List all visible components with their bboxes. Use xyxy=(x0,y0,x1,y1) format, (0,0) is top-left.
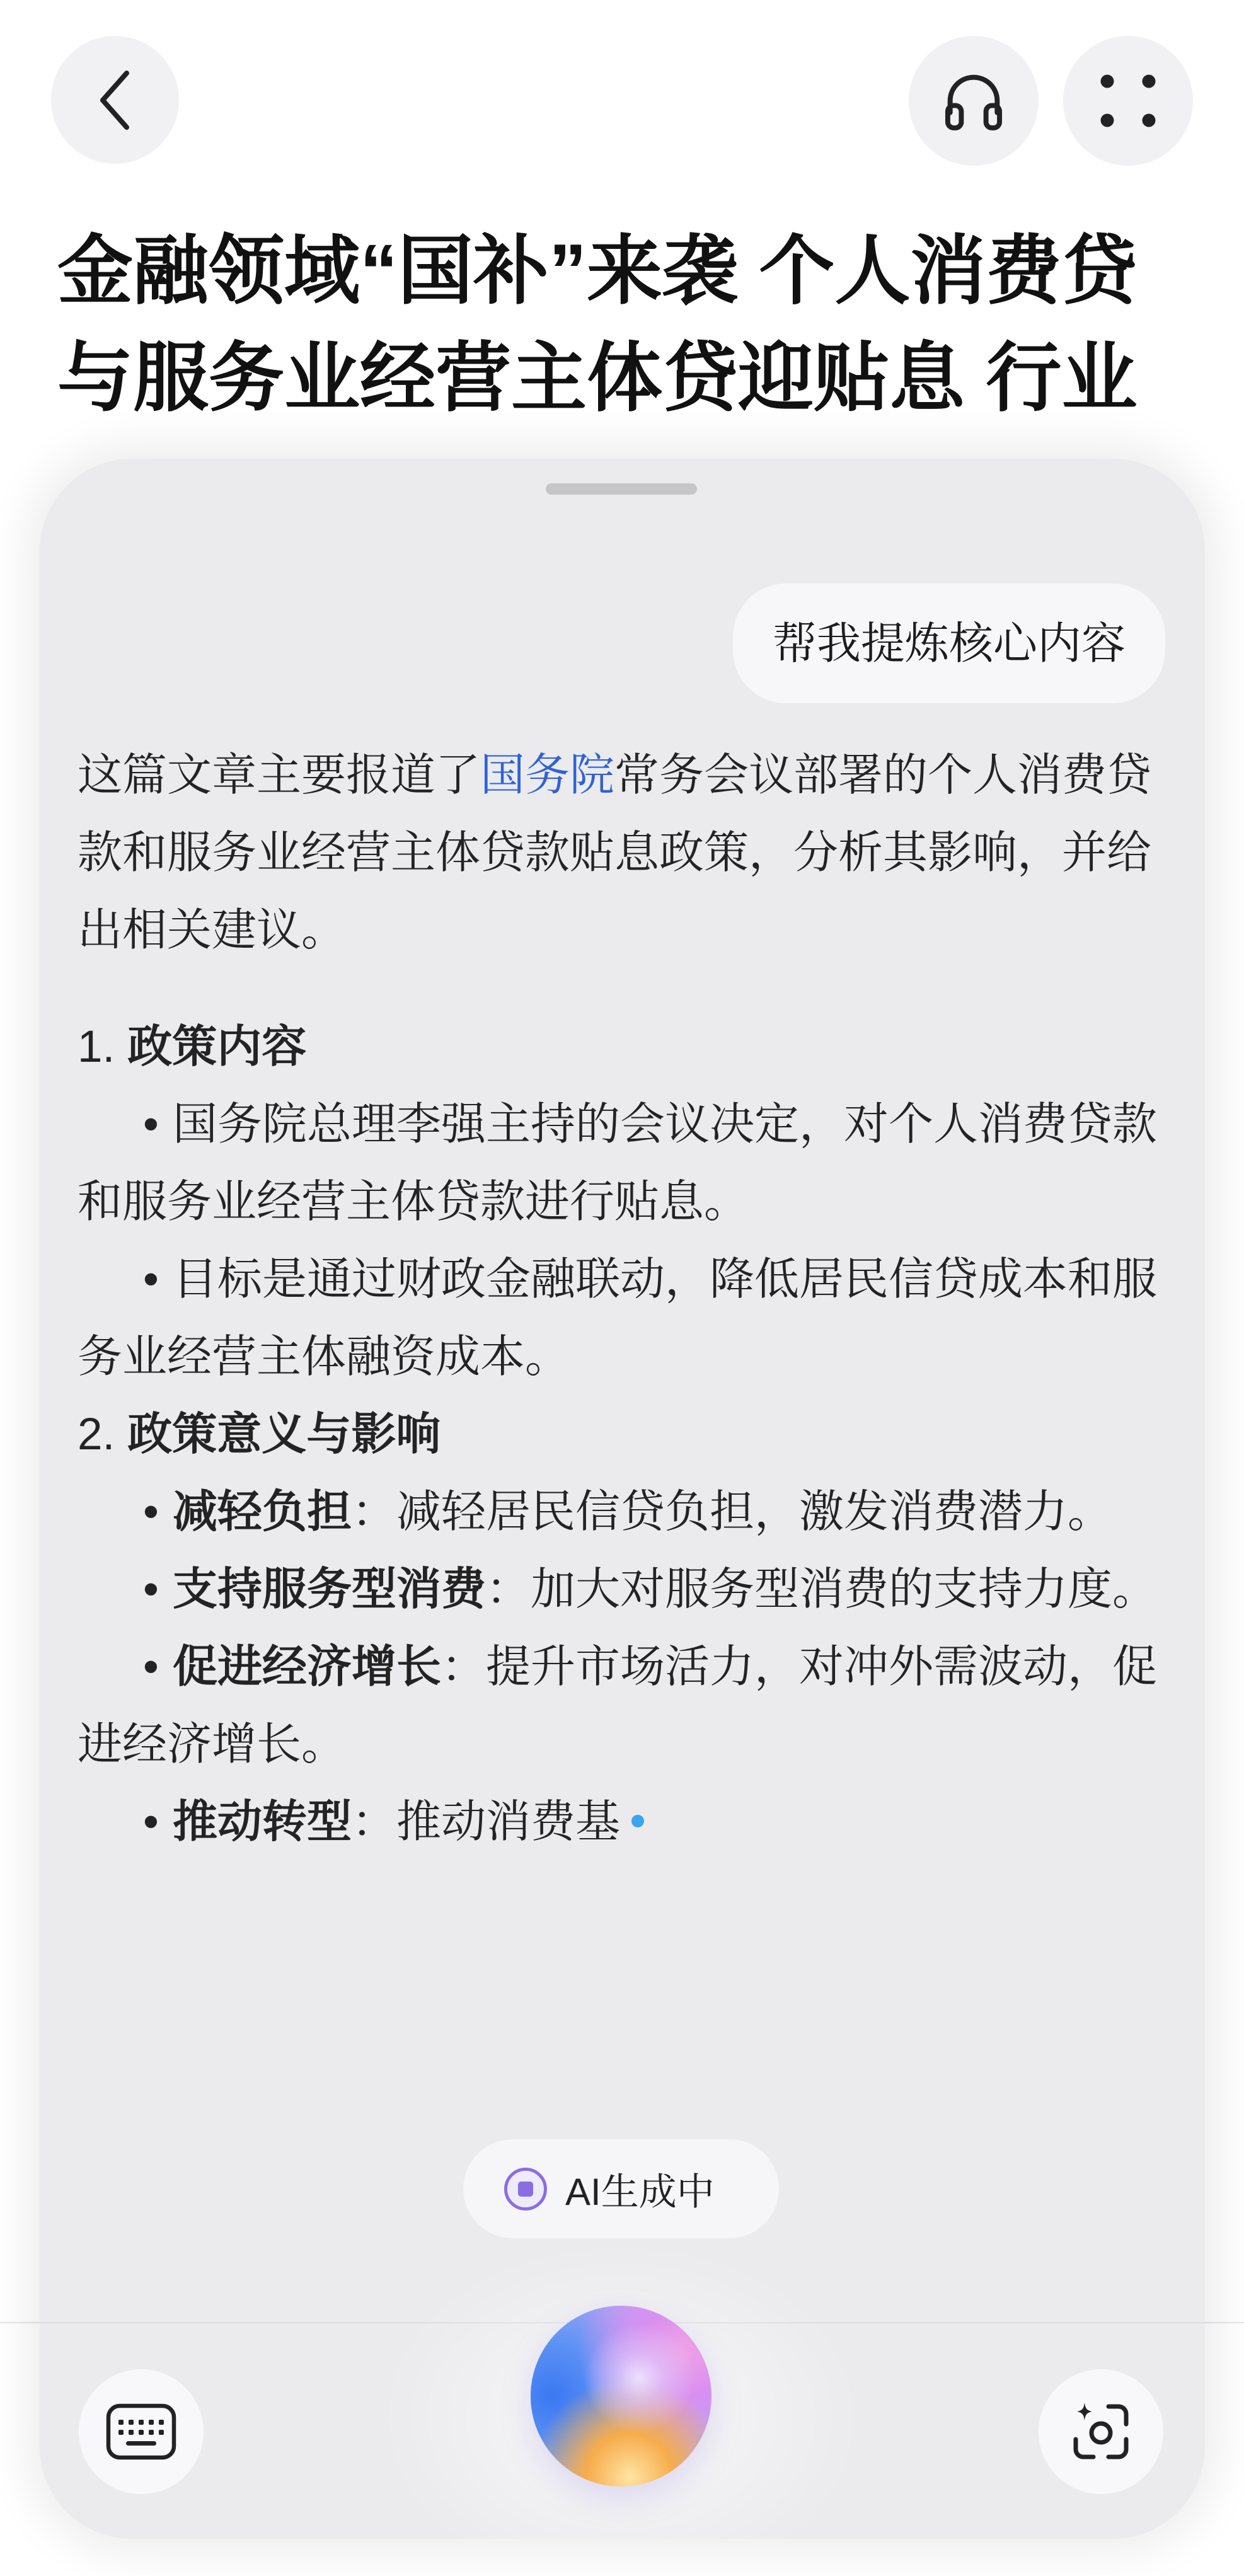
bullet-item xyxy=(78,1551,1168,1628)
bullet-text: ：加大对服务型消费的支持力度。 xyxy=(486,1565,1158,1614)
keyboard-button[interactable] xyxy=(79,2369,204,2494)
bullet-dot: • xyxy=(143,1487,159,1537)
bullet-dot: • xyxy=(143,1565,159,1614)
ai-response xyxy=(78,737,1168,1861)
summary-text: 这篇文章主要报道了 xyxy=(78,750,481,800)
listen-button[interactable] xyxy=(909,36,1039,166)
article-title-line: 与服务业经营主体贷迎贴息 行业 xyxy=(57,336,1137,420)
sheet-drag-handle[interactable] xyxy=(546,483,697,495)
bullet-lead: 支持服务型消费 xyxy=(173,1565,487,1614)
more-button[interactable] xyxy=(1063,36,1193,166)
section-title: 政策意义与影响 xyxy=(127,1410,441,1459)
typing-indicator xyxy=(631,1815,644,1827)
bullet-text: 国务院总理李强主持的会议决定，对个人消费贷款和服务业经营主体贷款进行贴息。 xyxy=(78,1100,1158,1227)
screen-scan-button[interactable] xyxy=(1039,2369,1163,2494)
article-title-line: 金融领域“国补”来袭 个人消费贷 xyxy=(57,229,1137,313)
bullet-item xyxy=(78,1783,1168,1861)
stop-square-icon xyxy=(518,2182,533,2197)
keyboard-icon xyxy=(106,2403,176,2460)
section-heading xyxy=(78,1396,1168,1473)
article-title xyxy=(57,217,1137,432)
bullet-lead: 促进经济增长 xyxy=(173,1642,442,1692)
ai-assistant-sheet xyxy=(40,459,1205,2539)
more-dots-icon xyxy=(1100,74,1156,128)
bullet-dot: • xyxy=(143,1797,159,1847)
bullet-dot: • xyxy=(143,1642,159,1692)
bullet-text: ：减轻居民信贷负担，激发消费潜力。 xyxy=(352,1487,1113,1537)
section-number: 1. xyxy=(78,1022,115,1072)
bullet-item xyxy=(78,1473,1168,1551)
section-number: 2. xyxy=(78,1410,115,1459)
user-prompt-bubble: 帮我提炼核心内容 xyxy=(733,584,1165,703)
bullet-item xyxy=(78,1628,1168,1783)
bullet-text: 目标是通过财政金融联动，降低居民信贷成本和服务业经营主体融资成本。 xyxy=(78,1255,1158,1382)
chevron-left-icon xyxy=(98,69,133,131)
headphones-icon xyxy=(938,66,1009,136)
section-title: 政策内容 xyxy=(127,1022,307,1072)
bullet-item xyxy=(78,1241,1168,1396)
section-heading xyxy=(78,1008,1168,1086)
voice-assistant-orb[interactable] xyxy=(531,2306,711,2487)
stop-generating-icon xyxy=(504,2168,547,2211)
bullet-item xyxy=(78,1086,1168,1241)
bullet-lead: 减轻负担 xyxy=(173,1487,352,1537)
bullet-dot: • xyxy=(143,1255,159,1304)
bullet-dot: • xyxy=(143,1100,159,1149)
summary-text: 常务会议部署的个人消费贷款和服务业经营主体贷款贴息政策，分析其影响，并给出相关建议。 xyxy=(78,750,1152,955)
bullet-lead: 推动转型 xyxy=(173,1797,352,1847)
bullet-text: ：推动消费基 xyxy=(352,1797,621,1847)
status-label: AI生成中 xyxy=(565,2170,715,2213)
state-council-link[interactable]: 国务院 xyxy=(480,750,615,800)
bullet-text: ：提升市场活力，对冲外需波动，促进经济增长。 xyxy=(78,1642,1158,1769)
summary-paragraph xyxy=(78,737,1168,969)
ai-screen-scan-icon xyxy=(1069,2400,1132,2463)
back-button[interactable] xyxy=(51,36,179,164)
